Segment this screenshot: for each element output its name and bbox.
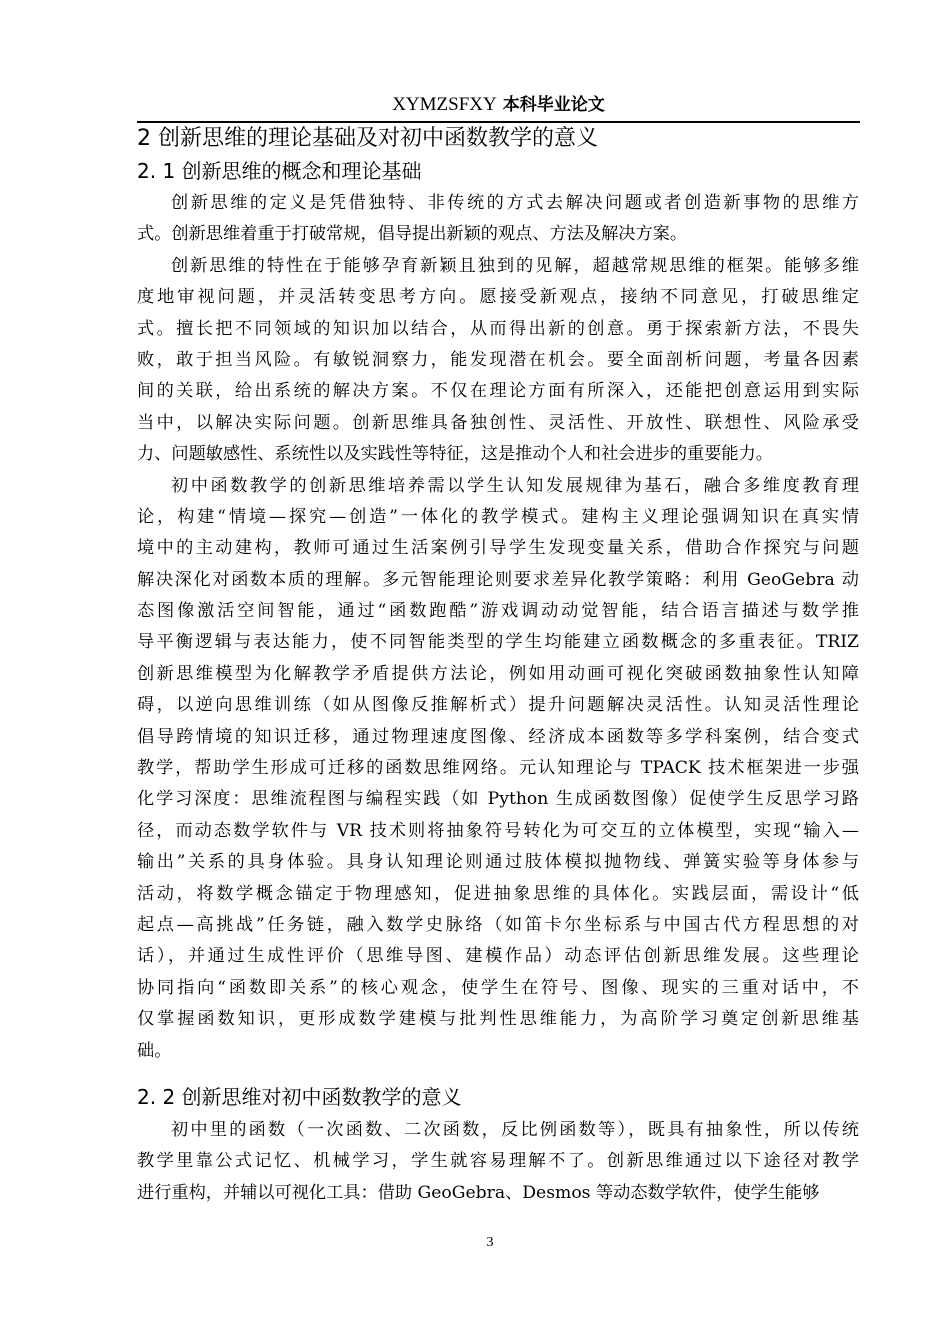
paragraph xyxy=(137,188,859,251)
text-line: 创新思维的定义是凭借独特、非传统的方式去解决问题或者创造新事物的思维方 xyxy=(171,193,859,213)
section-1-body xyxy=(137,188,859,1067)
text-line: 倡导跨情境的知识迁移，通过物理速度图像、经济成本函数等多学科案例，结合变式 xyxy=(137,726,859,747)
text-line: 当中，以解决实际问题。创新思维具备独创性、灵活性、开放性、联想性、风险承受 xyxy=(137,412,859,433)
text-line: 力、问题敏感性、系统性以及实践性等特征，这是推动个人和社会进步的重要能力。 xyxy=(137,444,773,465)
text-line: 境中的主动建构，教师可通过生活案例引导学生发现变量关系，借助合作探究与问题 xyxy=(137,538,859,559)
text-line: 输出”关系的具身体验。具身认知理论则通过肢体模拟抛物线、弹簧实验等身体参与 xyxy=(137,852,859,873)
text-line: 创新思维的特性在于能够孕育新颖且独到的见解，超越常规思维的框架。能够多维 xyxy=(171,255,859,276)
text-line: 教学，帮助学生形成可迁移的函数思维网络。元认知理论与 TPACK 技术框架进一步强 xyxy=(137,758,859,779)
section-1-title: 2. 1 创新思维的概念和理论基础 xyxy=(137,159,422,183)
text-line: 教学里靠公式记忆、机械学习，学生就容易理解不了。创新思维通过以下途径对教学 xyxy=(137,1151,859,1172)
text-line: 解决深化对函数本质的理解。多元智能理论则要求差异化教学策略：利用 GeoGebra 动 xyxy=(137,569,859,590)
text-line: 起点—高挑战”任务链，融入数学史脉络（如笛卡尔坐标系与中国古代方程思想的对 xyxy=(137,914,859,935)
text-line: 话），并通过生成性评价（思维导图、建模作品）动态评估创新思维发展。这些理论 xyxy=(137,946,859,967)
text-line: 础。 xyxy=(137,1040,172,1061)
text-line: 间的关联，给出系统的解决方案。不仅在理论方面有所深入，还能把创意运用到实际 xyxy=(137,381,859,402)
text-line: 协同指向“函数即关系”的核心观念，使学生在符号、图像、现实的三重对话中，不 xyxy=(137,977,859,998)
text-line: 式。擅长把不同领域的知识加以结合，从而得出新的创意。勇于探索新方法，不畏失 xyxy=(137,318,859,339)
text-line: 创新思维模型为化解教学矛盾提供方法论，例如用动画可视化突破函数抽象性认知障 xyxy=(137,663,859,684)
paragraph xyxy=(137,1115,859,1209)
page-number: 3 xyxy=(486,1235,494,1250)
running-header xyxy=(137,92,860,117)
text-line: 败，敢于担当风险。有敏锐洞察力，能发现潜在机会。要全面剖析问题，考量各因素 xyxy=(137,349,859,370)
text-line: 论，构建“情境—探究—创造”一体化的教学模式。建构主义理论强调知识在真实情 xyxy=(137,506,859,527)
text-line: 活动，将数学概念锚定于物理感知，促进抽象思维的具体化。实践层面，需设计“低 xyxy=(137,883,859,904)
text-line: 进行重构，并辅以可视化工具：借助 GeoGebra、Desmos 等动态数学软件，使学生能够 xyxy=(137,1182,820,1203)
chapter-title: 2 创新思维的理论基础及对初中函数教学的意义 xyxy=(137,126,598,151)
text-line: 度地审视问题，并灵活转变思考方向。愿接受新观点，接纳不同意见，打破思维定 xyxy=(137,287,859,308)
text-line: 式。创新思维着重于打破常规，倡导提出新颖的观点、方法及解决方案。 xyxy=(137,224,688,245)
text-line: 仅掌握函数知识，更形成数学建模与批判性思维能力，为高阶学习奠定创新思维基 xyxy=(137,1009,859,1030)
text-line: 导平衡逻辑与表达能力，使不同智能类型的学生均能建立函数概念的多重表征。TRIZ xyxy=(137,632,859,653)
header-title: 本科毕业论文 xyxy=(502,95,605,115)
text-line: 化学习深度：思维流程图与编程实践（如 Python 生成函数图像）促使学生反思学习路 xyxy=(137,789,859,810)
text-line: 碍，以逆向思维训练（如从图像反推解析式）提升问题解决灵活性。认知灵活性理论 xyxy=(137,695,859,716)
header-rule xyxy=(137,121,860,123)
text-line: 径，而动态数学软件与 VR 技术则将抽象符号转化为可交互的立体模型，实现“输入— xyxy=(137,820,859,841)
paragraph xyxy=(137,251,859,471)
text-line: 态图像激活空间智能，通过“函数跑酷”游戏调动动觉智能，结合语言描述与数学推 xyxy=(137,601,859,622)
text-line: 初中里的函数（一次函数、二次函数，反比例函数等），既具有抽象性，所以传统 xyxy=(171,1120,859,1140)
text-line: 初中函数教学的创新思维培养需以学生认知发展规律为基石，融合多维度教育理 xyxy=(171,475,859,496)
paragraph xyxy=(137,471,859,1067)
section-2-title: 2. 2 创新思维对初中函数教学的意义 xyxy=(137,1085,462,1109)
section-2-body xyxy=(137,1115,859,1209)
header-code: XYMZSFXY xyxy=(392,94,497,115)
